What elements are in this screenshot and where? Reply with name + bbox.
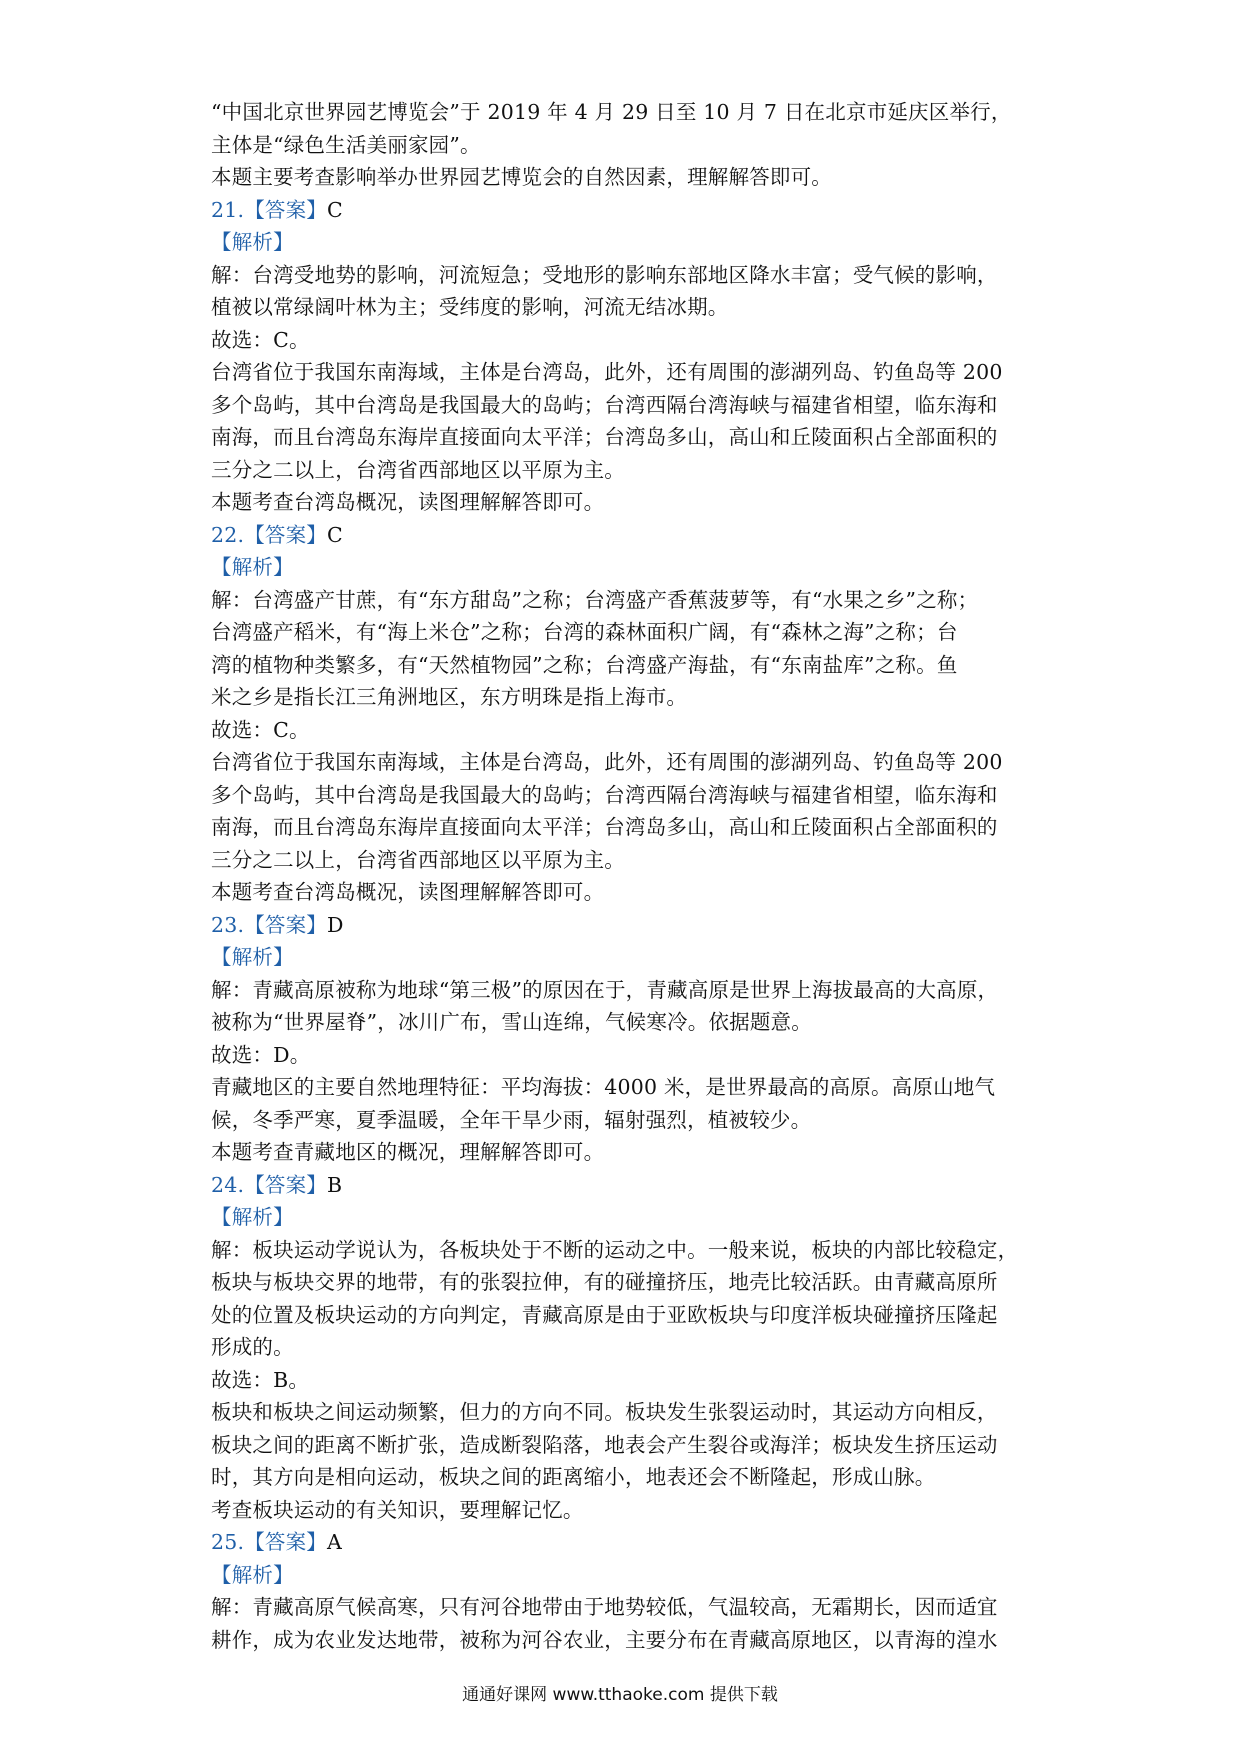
answer-value: D xyxy=(327,912,344,937)
answer-line xyxy=(211,519,1041,552)
answer-tag: 【答案】 xyxy=(244,912,328,937)
answer-value: C xyxy=(327,197,343,222)
analysis-line: 三分之二以上，台湾省西部地区以平原为主。 xyxy=(211,847,625,872)
analysis-line: 考查板块运动的有关知识，要理解记忆。 xyxy=(211,1497,584,1522)
analysis-line: 故选：C。 xyxy=(211,327,310,352)
analysis-line: 解：青藏高原被称为地球“第三极”的原因在于，青藏高原是世界上海拔最高的大高原， xyxy=(211,977,999,1002)
analysis-line: 植被以常绿阔叶林为主；受纬度的影响，河流无结冰期。 xyxy=(211,295,729,319)
analysis-line: 南海，而且台湾岛东海岸直接面向太平洋；台湾岛多山，高山和丘陵面积占全部面积的 xyxy=(211,425,998,449)
analysis-line: 多个岛屿，其中台湾岛是我国最大的岛屿；台湾西隔台湾海峡与福建省相望，临东海和 xyxy=(211,782,998,807)
analysis-tag: 【解析】 xyxy=(211,555,294,579)
analysis-line: 板块与板块交界的地带，有的张裂拉伸，有的碰撞挤压，地壳比较活跃。由青藏高原所 xyxy=(211,1270,998,1294)
analysis-line: 解：青藏高原气候高寒，只有河谷地带由于地势较低，气温较高，无霜期长，因而适宜 xyxy=(211,1595,998,1619)
analysis-tag: 【解析】 xyxy=(211,1205,294,1229)
analysis-line: 故选：B。 xyxy=(211,1367,310,1392)
question-22 xyxy=(211,519,1041,909)
analysis-line: 解：板块运动学说认为，各板块处于不断的运动之中。一般来说，板块的内部比较稳定， xyxy=(211,1237,1019,1262)
analysis-line: 米之乡是指长江三角洲地区，东方明珠是指上海市。 xyxy=(211,685,688,709)
document-body xyxy=(211,96,1041,1656)
answer-value: B xyxy=(327,1172,343,1197)
analysis-line: 形成的。 xyxy=(211,1335,294,1359)
analysis-line: 候，冬季严寒，夏季温暖，全年干旱少雨，辐射强烈，植被较少。 xyxy=(211,1107,812,1132)
question-number: 24. xyxy=(211,1172,245,1197)
intro-section xyxy=(211,96,1041,194)
analysis-line: 青藏地区的主要自然地理特征：平均海拔：4000 米，是世界最高的高原。高原山地气 xyxy=(211,1075,996,1099)
intro-line: 主体是“绿色生活美丽家园”。 xyxy=(211,132,481,157)
answer-line xyxy=(211,909,1041,942)
analysis-line: 故选：D。 xyxy=(211,1042,311,1067)
analysis-line: 本题考查青藏地区的概况，理解解答即可。 xyxy=(211,1140,605,1164)
question-21 xyxy=(211,194,1041,519)
question-number: 21. xyxy=(211,197,245,222)
answer-value: A xyxy=(327,1530,343,1554)
question-number: 23. xyxy=(211,912,245,937)
analysis-line: 处的位置及板块运动的方向判定，青藏高原是由于亚欧板块与印度洋板块碰撞挤压隆起 xyxy=(211,1302,998,1327)
analysis-tag: 【解析】 xyxy=(211,945,294,969)
analysis-line: 台湾省位于我国东南海域，主体是台湾岛，此外，还有周围的澎湖列岛、钓鱼岛等 200 xyxy=(211,360,1003,384)
analysis-line: 被称为“世界屋脊”，冰川广布，雪山连绵，气候寒冷。依据题意。 xyxy=(211,1010,812,1034)
intro-line: “中国北京世界园艺博览会”于 2019 年 4 月 29 日至 10 月 7 日在北京市延庆区举行， xyxy=(211,100,1012,124)
analysis-line: 本题考查台湾岛概况，读图理解解答即可。 xyxy=(211,880,605,904)
analysis-line: 三分之二以上，台湾省西部地区以平原为主。 xyxy=(211,457,625,482)
answer-value: C xyxy=(327,522,343,547)
question-23 xyxy=(211,909,1041,1169)
analysis-line: 多个岛屿，其中台湾岛是我国最大的岛屿；台湾西隔台湾海峡与福建省相望，临东海和 xyxy=(211,392,998,417)
answer-line xyxy=(211,1526,1041,1559)
analysis-line: 板块和板块之间运动频繁，但力的方向不同。板块发生张裂运动时，其运动方向相反， xyxy=(211,1400,998,1424)
answer-line xyxy=(211,194,1041,227)
analysis-line: 本题考查台湾岛概况，读图理解解答即可。 xyxy=(211,490,605,514)
analysis-line: 耕作，成为农业发达地带，被称为河谷农业，主要分布在青藏高原地区，以青海的湟水 xyxy=(211,1627,998,1652)
question-number: 22. xyxy=(211,522,245,547)
question-24 xyxy=(211,1169,1041,1527)
answer-tag: 【答案】 xyxy=(244,1172,328,1197)
question-25 xyxy=(211,1526,1041,1656)
analysis-line: 南海，而且台湾岛东海岸直接面向太平洋；台湾岛多山，高山和丘陵面积占全部面积的 xyxy=(211,815,998,839)
answer-tag: 【答案】 xyxy=(244,522,328,547)
analysis-tag: 【解析】 xyxy=(211,230,294,254)
answer-tag: 【答案】 xyxy=(244,1530,328,1554)
analysis-line: 解：台湾盛产甘蔗，有“东方甜岛”之称；台湾盛产香蕉菠萝等，有“水果之乡”之称； xyxy=(211,587,979,612)
analysis-line: 时，其方向是相向运动，板块之间的距离缩小，地表还会不断隆起，形成山脉。 xyxy=(211,1465,936,1489)
analysis-line: 解：台湾受地势的影响，河流短急；受地形的影响东部地区降水丰富；受气候的影响， xyxy=(211,262,998,287)
answer-tag: 【答案】 xyxy=(244,197,328,222)
analysis-line: 台湾省位于我国东南海域，主体是台湾岛，此外，还有周围的澎湖列岛、钓鱼岛等 200 xyxy=(211,750,1003,774)
analysis-line: 湾的植物种类繁多，有“天然植物园”之称；台湾盛产海盐，有“东南盐库”之称。鱼 xyxy=(211,652,958,677)
intro-line: 本题主要考查影响举办世界园艺博览会的自然因素，理解解答即可。 xyxy=(211,165,832,189)
analysis-tag: 【解析】 xyxy=(211,1562,294,1587)
analysis-line: 故选：C。 xyxy=(211,717,310,742)
analysis-line: 板块之间的距离不断扩张，造成断裂陷落，地表会产生裂谷或海洋；板块发生挤压运动 xyxy=(211,1432,998,1457)
page-footer: 通通好课网 www.tthaoke.com 提供下载 xyxy=(462,1685,778,1705)
answer-line xyxy=(211,1169,1041,1202)
analysis-line: 台湾盛产稻米，有“海上米仓”之称；台湾的森林面积广阔，有“森林之海”之称；台 xyxy=(211,620,958,644)
question-number: 25. xyxy=(211,1530,245,1554)
